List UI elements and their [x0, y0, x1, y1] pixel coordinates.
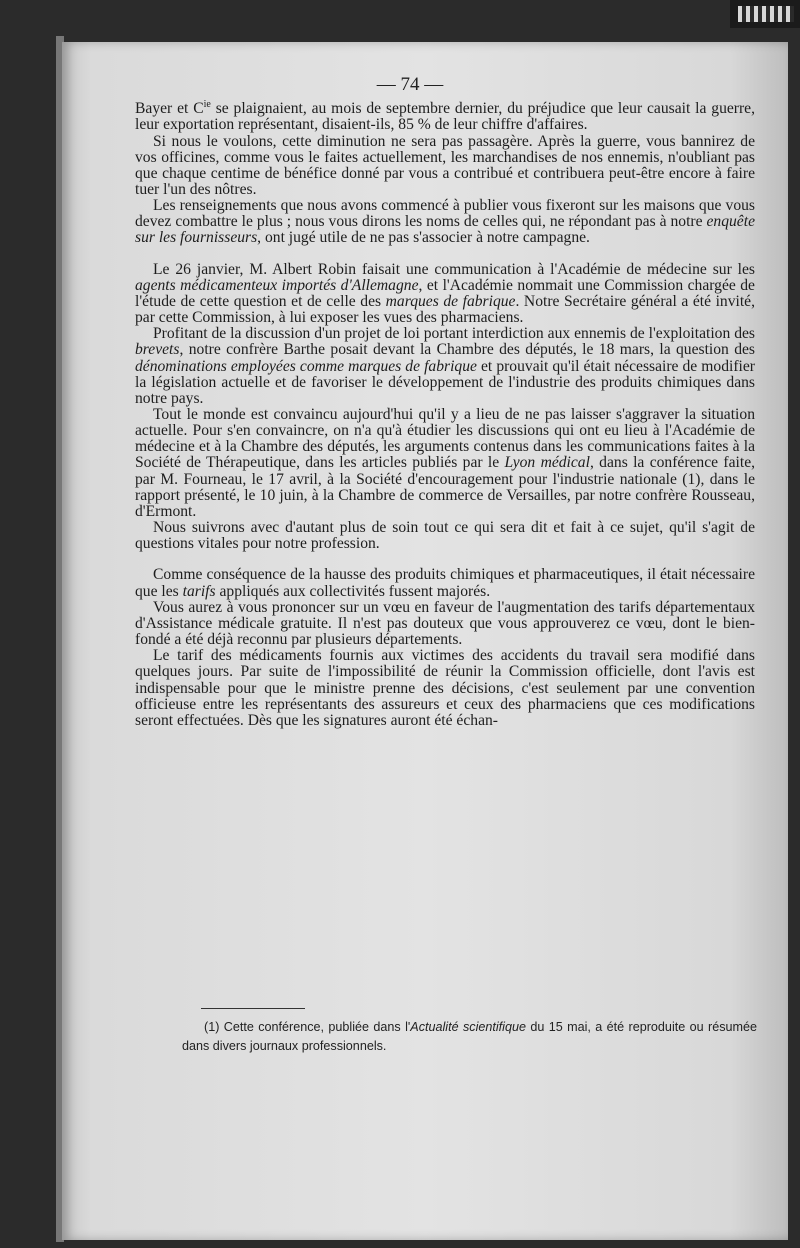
- footnote-rule: [201, 1008, 305, 1009]
- italic-text: enquête sur les fournisseurs: [135, 213, 755, 247]
- text-run: Profitant de la discussion d'un projet de loi portant interdiction aux ennemis de l'exploitation des: [153, 325, 755, 343]
- text-run: (1) Cette conférence, publiée dans l': [204, 1020, 411, 1034]
- paragraph: [135, 198, 755, 246]
- body-text: [135, 97, 755, 729]
- text-run: Les renseignements que nous avons commencé à publier vous fixeront sur les maisons que vous devez combattre le plus ; nous vous dirons les noms de celles qui, ne répondant pas à notre: [135, 197, 755, 231]
- text-run: , et l'Académie nommait une Commission chargée de l'étude de cette question et de celle des: [135, 276, 755, 310]
- italic-text: dénominations employées comme marques de fabrique: [135, 357, 477, 375]
- text-run: se plaignaient, au mois de septembre dernier, du préjudice que leur causait la guerre, leur exportation représentant, disaient-ils, 85 % de leur chiffre d'affaires.: [135, 100, 756, 134]
- superscript: ie: [203, 99, 211, 110]
- italic-text: Lyon médical: [504, 454, 590, 472]
- text-run: , notre confrère Barthe posait devant la Chambre des députés, le 18 mars, la question des: [179, 341, 755, 359]
- paragraph: [135, 407, 755, 520]
- paragraph: [135, 600, 755, 648]
- text-run: et prouvait qu'il était nécessaire de modifier la législation actuelle et de favoriser le développement de l'industrie des produits chimiques dans notre pays.: [135, 357, 755, 407]
- text-run: Comme conséquence de la hausse des produits chimiques et pharmaceutiques, il était nécessaire que les: [135, 566, 755, 600]
- text-run: Tout le monde est convaincu aujourd'hui qu'il y a lieu de ne pas laisser s'aggraver la situation actuelle. Pour s'en convaincre, on n'a qu'à étudier les discussions qui ont eu lieu à l'Académie de médecine et à la Chambre des députés, les arguments contenus dans les communications faites à la Société de Thérapeutique, dans les articles publiés par le: [135, 406, 755, 472]
- paragraph: [135, 262, 755, 327]
- text-run: Le tarif des médicaments fournis aux victimes des accidents du travail sera modifié dans quelques jours. Par suite de l'impossibilité de réunir la Commission officielle, dont l'avis est indispensable pour que le ministre prenne des décisions, c'est seulement par une convention officieuse entre les représentants des assureurs et ceux des pharmaciens que ces modifications seront effectuées. Dès que les signatures auront été échan-: [135, 647, 755, 729]
- text-run: Nous suivrons avec d'autant plus de soin tout ce qui sera dit et fait à ce sujet, qu'il s'agit de questions vitales pour notre profession.: [135, 519, 755, 553]
- italic-text: marques de fabrique: [385, 292, 516, 310]
- text-run: Le 26 janvier, M. Albert Robin faisait une communication à l'Académie de médecine sur les: [153, 260, 755, 278]
- paragraph: [135, 520, 755, 552]
- italic-text: Actualité scientifique: [410, 1020, 526, 1034]
- text-run: appliqués aux collectivités fussent majorés.: [215, 582, 491, 600]
- text-run: Vous aurez à vous prononcer sur un vœu en faveur de l'augmentation des tarifs départementaux d'Assistance médicale gratuite. Il n'est pas douteux que vous approuverez ce vœu, dont le bien-fondé a été déjà reconnu par plusieurs départements.: [135, 598, 755, 649]
- paragraph: [135, 97, 755, 134]
- italic-text: brevets: [135, 341, 180, 359]
- text-run: Bayer et C: [135, 100, 204, 118]
- italic-text: tarifs: [182, 582, 216, 600]
- page-number: — 74 —: [376, 74, 444, 95]
- footnote: [182, 1018, 757, 1056]
- text-run: . Notre Secrétaire général a été invité, par cette Commission, à lui exposer les vues des pharmaciens.: [135, 292, 755, 327]
- paragraph: [135, 567, 755, 599]
- text-run: , dans la conférence faite, par M. Fourneau, le 17 avril, à la Société d'encouragement pour l'industrie nationale (1), dans le rapport présenté, le 10 juin, à la Chambre de commerce de Versailles, par notre confrère Rousseau, d'Ermont.: [135, 454, 756, 520]
- paragraph: [135, 134, 755, 199]
- paragraph: [135, 326, 755, 407]
- paragraph: [135, 648, 755, 729]
- text-run: , ont jugé utile de ne pas s'associer à notre campagne.: [257, 229, 590, 247]
- film-strip-corner: [730, 0, 800, 28]
- text-run: du 15 mai, a été reproduite ou résumée dans divers journaux professionnels.: [182, 1020, 757, 1053]
- italic-text: agents médicamenteux importés d'Allemagne: [135, 276, 419, 294]
- text-run: Si nous le voulons, cette diminution ne sera pas passagère. Après la guerre, vous bannirez de vos officines, comme vous le faites actuellement, les marchandises de nos ennemis, n'oubliant pas que chaque centime de bénéfice donné par vous a contribué et contribuera peut-être encore à faire tuer l'un des nôtres.: [135, 132, 755, 198]
